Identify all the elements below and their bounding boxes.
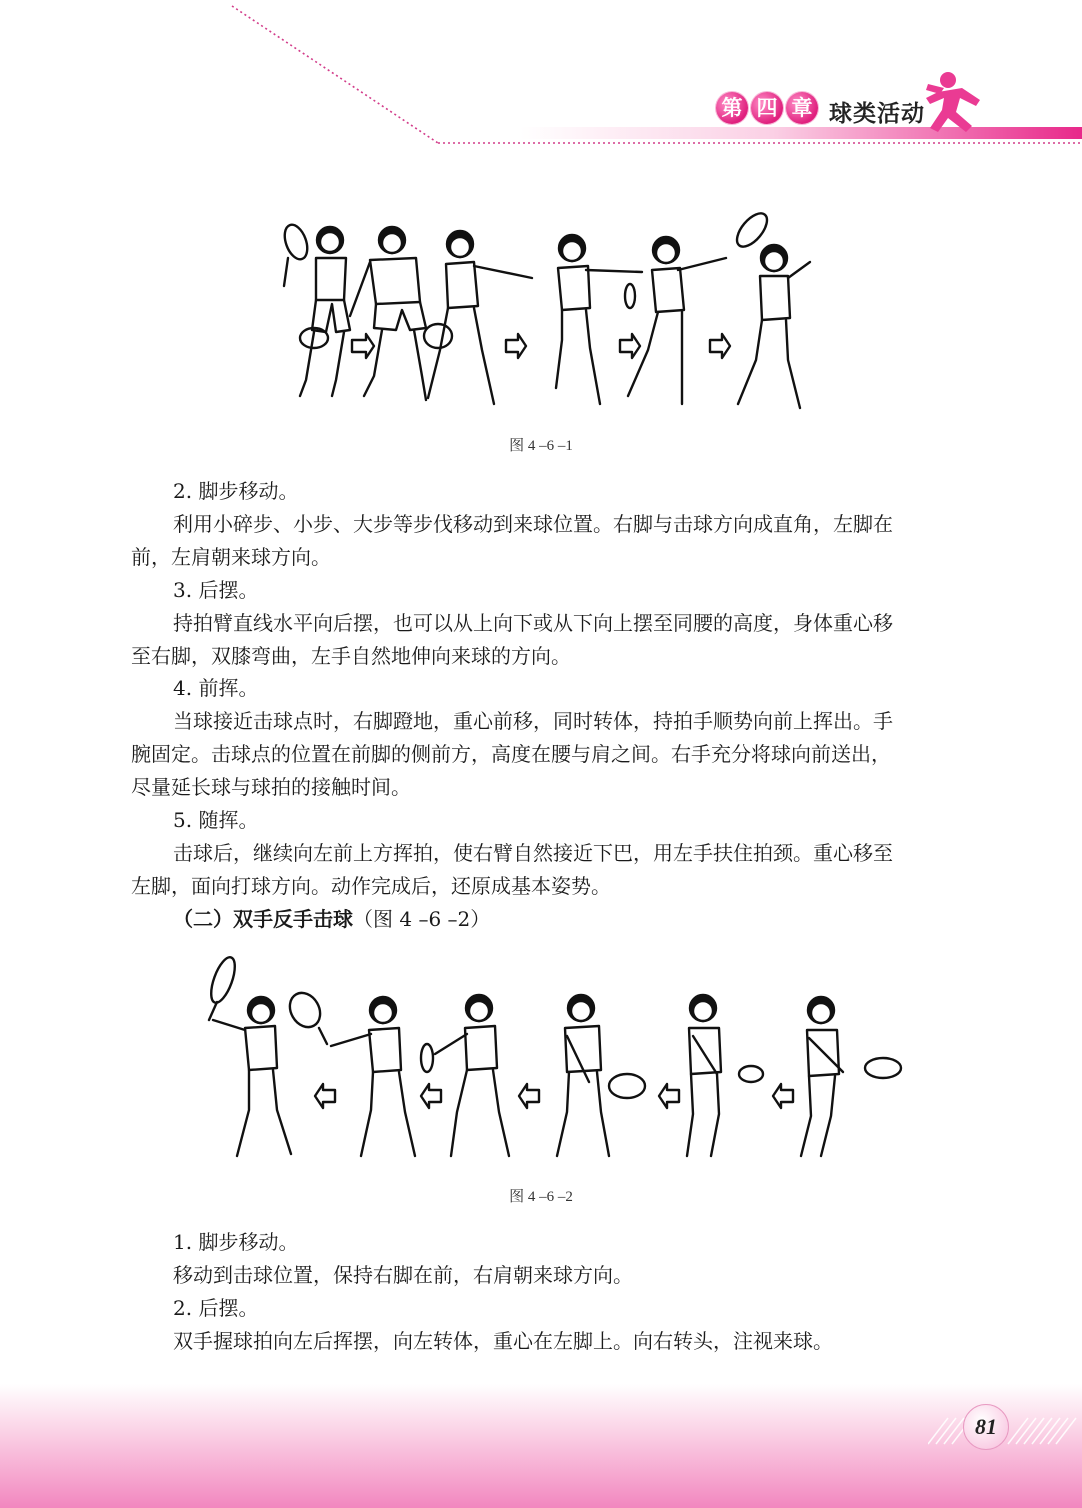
player-figure (801, 997, 901, 1156)
arrow-left-icon (421, 1084, 441, 1108)
paragraph-line: 击球后，继续向左前上方挥拍，使右臂自然接近下巴，用左手扶住拍颈。重心移至 (173, 841, 893, 865)
step-heading: 2. 后摆。 (173, 1296, 259, 1320)
step-heading: 1. 脚步移动。 (173, 1230, 299, 1254)
arrow-left-icon (659, 1084, 679, 1108)
forehand-illustration (270, 200, 830, 420)
arrow-right-icon (506, 334, 526, 358)
runner-icon (926, 72, 980, 132)
step-heading: 5. 随挥。 (173, 808, 259, 832)
paragraph-line: 移动到击球位置，保持右脚在前，右肩朝来球方向。 (173, 1263, 633, 1287)
arrow-left-icon (315, 1084, 335, 1108)
player-figure (284, 987, 415, 1156)
header-decoration (0, 0, 1082, 160)
chapter-title: 球类活动 (829, 101, 925, 127)
step-heading: 4. 前挥。 (173, 676, 259, 700)
section-heading (173, 903, 490, 936)
paragraph-line: 左脚，面向打球方向。动作完成后，还原成基本姿势。 (131, 874, 611, 898)
paragraph-line: 持拍臂直线水平向后摆，也可以从上向下或从下向上摆至同腰的高度，身体重心移 (173, 611, 893, 635)
paragraph-line: 前，左肩朝来球方向。 (131, 545, 331, 569)
figure-caption: 图 4 –6 –2 (509, 1189, 573, 1205)
arrow-right-icon (352, 334, 374, 358)
section-heading-ref: （图 4 –6 –2） (353, 907, 491, 931)
player-figure (557, 995, 645, 1156)
paragraph-line: 利用小碎步、小步、大步等步伐移动到来球位置。右脚与击球方向成直角，左脚在 (173, 512, 893, 536)
paragraph-line: 腕固定。击球点的位置在前脚的侧前方，高度在腰与肩之间。右手充分将球向前送出， (131, 742, 891, 766)
player-figure (280, 222, 350, 396)
footer-band (0, 1384, 1082, 1508)
player-figure (421, 995, 509, 1156)
backhand-illustration (195, 950, 910, 1170)
player-figure (428, 231, 532, 404)
paragraph-line: 双手握球拍向左后挥摆，向左转体，重心在左脚上。向右转头，注视来球。 (173, 1329, 833, 1353)
chapter-char: 第 (716, 92, 748, 124)
player-figure (350, 227, 452, 400)
paragraph-line: 至右脚，双膝弯曲，左手自然地伸向来球的方向。 (131, 644, 571, 668)
player-figure (206, 954, 291, 1156)
chapter-char: 四 (751, 92, 783, 124)
arrow-right-icon (620, 334, 640, 358)
player-figure (556, 235, 642, 404)
figure-caption: 图 4 –6 –1 (509, 438, 573, 454)
page-number: 81 (963, 1404, 1009, 1450)
paragraph-line: 尽量延长球与球拍的接触时间。 (131, 775, 411, 799)
player-figure (738, 245, 810, 408)
step-heading: 3. 后摆。 (173, 578, 259, 602)
chapter-badge (716, 92, 821, 124)
step-heading: 2. 脚步移动。 (173, 479, 299, 503)
paragraph-line: 当球接近击球点时，右脚蹬地，重心前移，同时转体，持拍手顺势向前上挥出。手 (173, 709, 893, 733)
section-heading-title: （二）双手反手击球 (173, 907, 353, 931)
arrow-left-icon (519, 1084, 539, 1108)
arrow-left-icon (773, 1084, 793, 1108)
player-figure (687, 995, 763, 1156)
chapter-char: 章 (786, 92, 818, 124)
arrow-right-icon (710, 334, 730, 358)
